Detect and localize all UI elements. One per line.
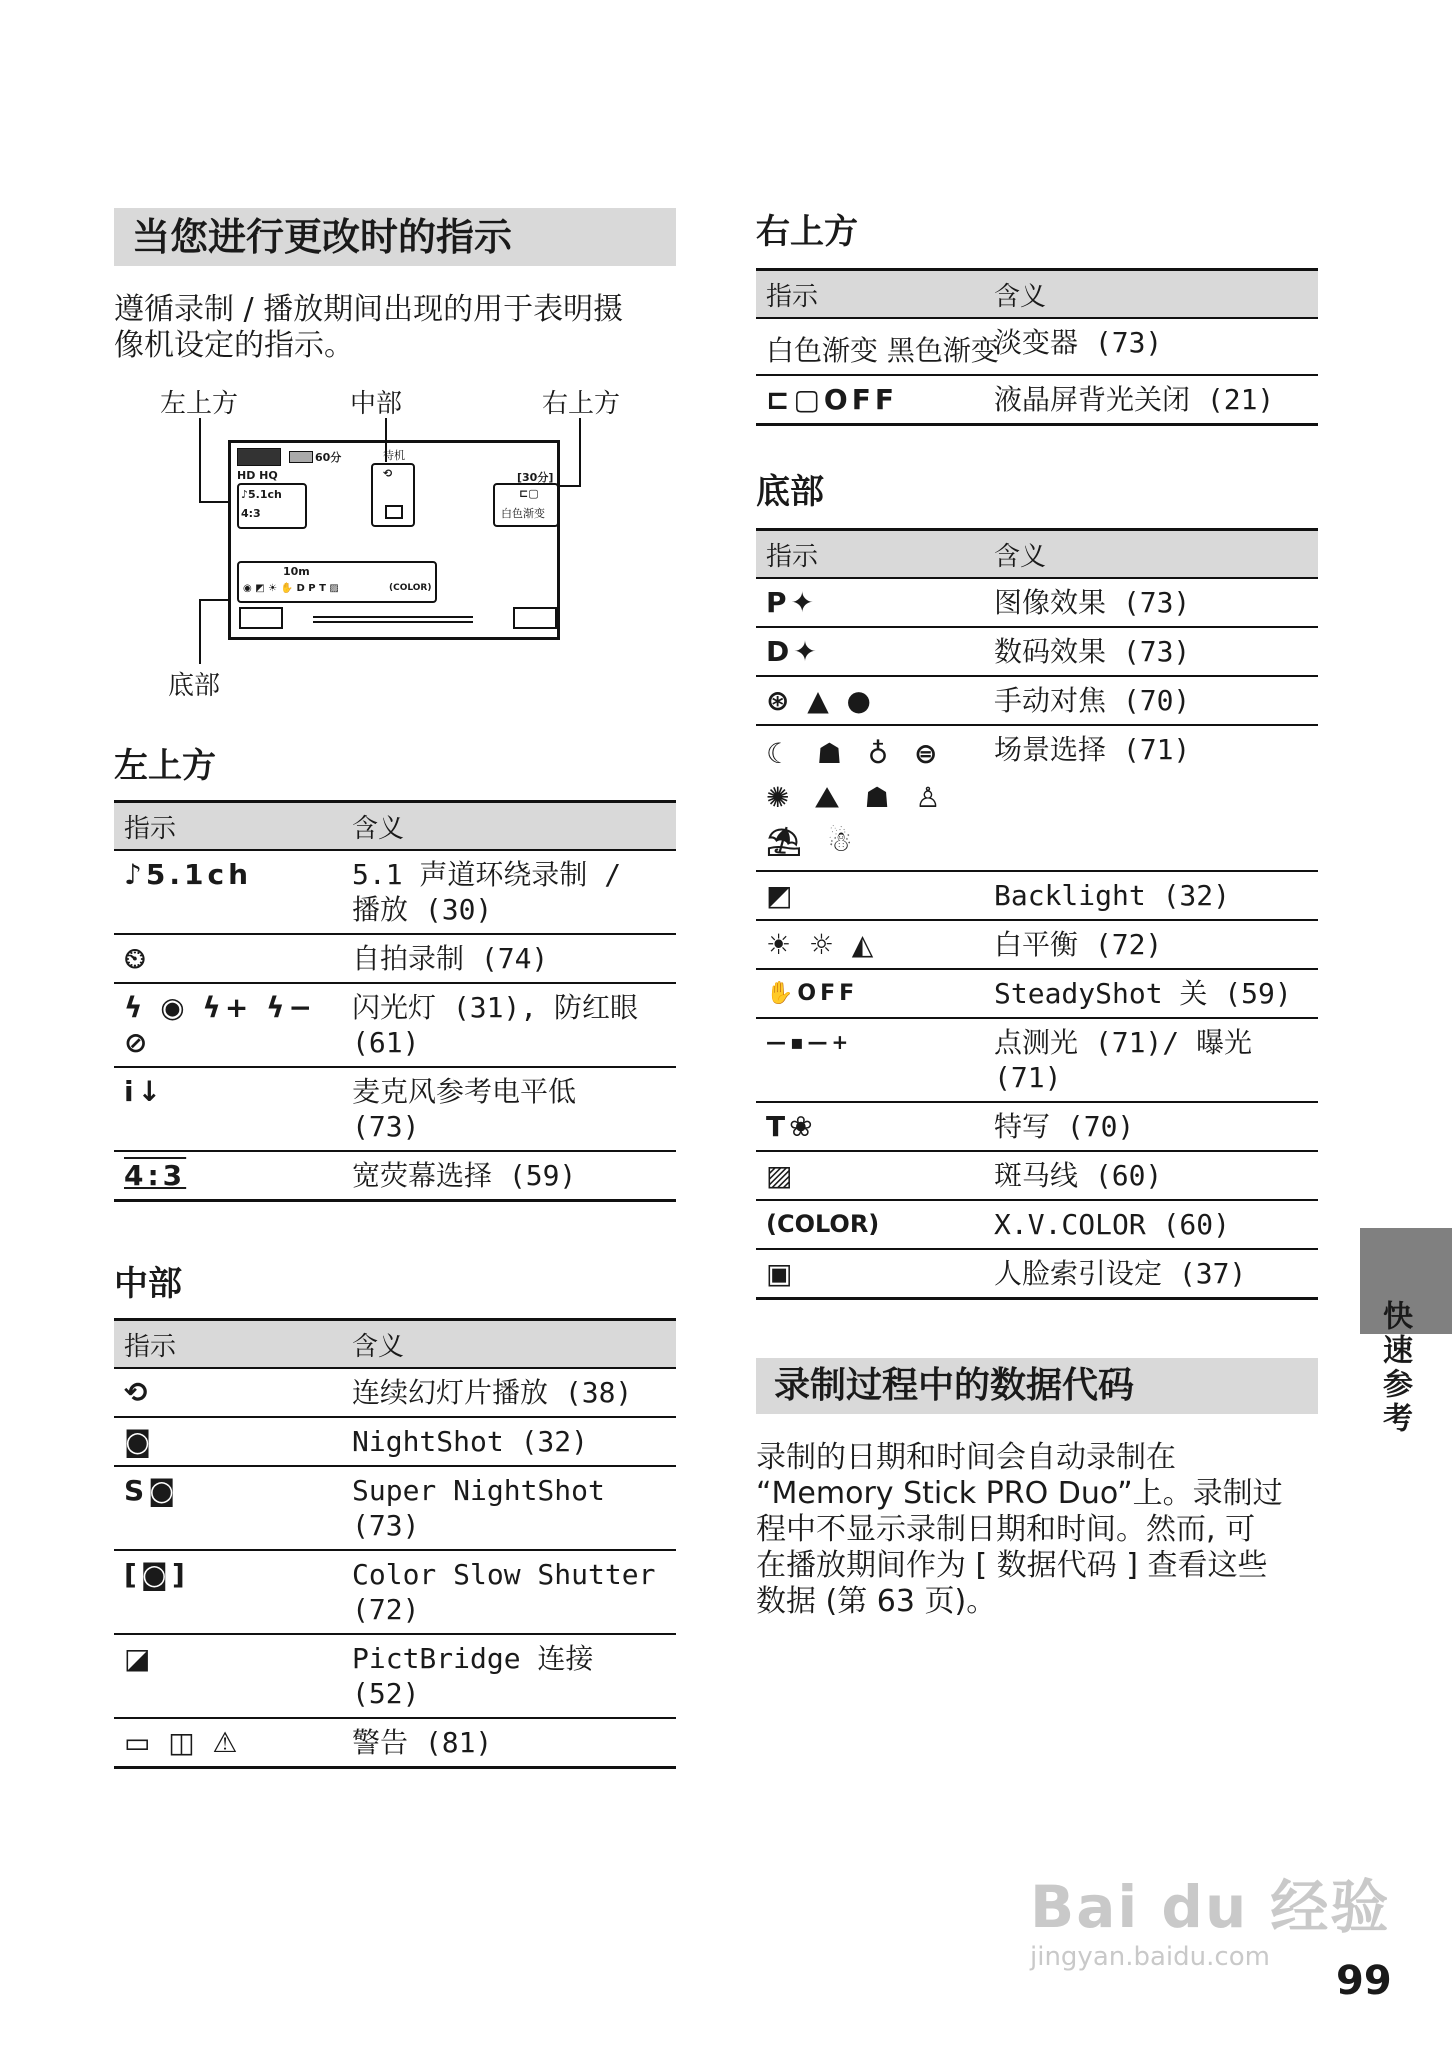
row-icon: ⏲ xyxy=(114,934,342,983)
row-icon: —▪—+ xyxy=(756,1018,984,1102)
col-header-meaning: 含义 xyxy=(984,530,1318,579)
options-button-icon xyxy=(513,607,557,629)
row-icon: ☾ ☗ ♁ ⊜ ✺ ⛰ ☗ ♙ ⛱ ☃ xyxy=(756,725,984,871)
row-icon: ⊏▢OFF xyxy=(756,375,984,425)
row-icon: ▨ xyxy=(756,1151,984,1200)
row-icon: ◩ xyxy=(756,871,984,920)
playback-button-icon xyxy=(239,607,283,629)
side-tab-label: 快速参考 xyxy=(1377,1300,1412,1436)
row-icon: P✦ xyxy=(756,578,984,627)
page-number: 99 xyxy=(1336,1958,1392,2004)
row-meaning: 5.1 声道环绕录制 / 播放 (30) xyxy=(342,850,676,934)
lcd-quality: HD HQ xyxy=(237,469,278,482)
data-code-text xyxy=(756,1440,1336,1620)
col-header-icon: 指示 xyxy=(114,1320,342,1369)
table-row xyxy=(756,1151,1318,1200)
row-meaning: 图像效果 (73) xyxy=(984,578,1318,627)
row-icon: ◪ xyxy=(114,1634,342,1718)
table-top-right xyxy=(756,268,1318,426)
row-icon: (COLOR) xyxy=(756,1200,984,1249)
row-meaning: 宽荧幕选择 (59) xyxy=(342,1151,676,1201)
lcd-color: (COLOR) xyxy=(389,583,432,593)
row-icon: ⟲ xyxy=(114,1368,342,1417)
table-row xyxy=(756,375,1318,425)
row-icon: T❀ xyxy=(756,1102,984,1151)
table-row xyxy=(756,1249,1318,1299)
label-top-right: 右上方 xyxy=(542,389,621,419)
lcd-bottom-icons: ◉ ◩ ☀ ✋ D P T ▨ xyxy=(243,583,339,594)
row-icon: [◙] xyxy=(114,1550,342,1634)
row-icon: i↓ xyxy=(114,1067,342,1151)
row-meaning: 手动对焦 (70) xyxy=(984,676,1318,725)
row-icon: ☀ ☼ ◭ xyxy=(756,920,984,969)
table-row xyxy=(114,934,676,983)
backlight-off-icon: ⊏▢ xyxy=(519,487,539,500)
data-code-line-2: “Memory Stick PRO Duo”上。录制过 xyxy=(756,1476,1283,1511)
watermark-url: jingyan.baidu.com xyxy=(1030,1942,1270,1972)
row-icon: ✋OFF xyxy=(756,969,984,1018)
table-row xyxy=(114,1466,676,1550)
table-row xyxy=(756,871,1318,920)
lcd-time: 10m xyxy=(283,565,310,578)
row-meaning: Color Slow Shutter (72) xyxy=(342,1550,676,1634)
table-row xyxy=(756,725,1318,871)
table-row xyxy=(756,676,1318,725)
lcd-middle-box xyxy=(371,463,415,527)
table-row xyxy=(756,920,1318,969)
row-meaning: 淡变器 (73) xyxy=(984,318,1318,375)
row-meaning: SteadyShot 关 (59) xyxy=(984,969,1318,1018)
intro-line-2: 像机设定的指示。 xyxy=(114,328,354,363)
row-icon: ⊛ ▲ ● xyxy=(756,676,984,725)
col-header-meaning: 含义 xyxy=(342,802,676,851)
lcd-screen xyxy=(228,440,560,640)
table-row xyxy=(114,1417,676,1466)
lcd-top-right-box xyxy=(493,483,559,527)
data-code-line-5: 数据 (第 63 页)。 xyxy=(756,1584,997,1619)
label-middle: 中部 xyxy=(350,389,403,419)
data-code-line-3: 程中不显示录制日期和时间。然而, 可 xyxy=(756,1512,1256,1547)
col-header-icon: 指示 xyxy=(114,802,342,851)
data-code-line-1: 录制的日期和时间会自动录制在 xyxy=(756,1440,1176,1475)
row-meaning: 液晶屏背光关闭 (21) xyxy=(984,375,1318,425)
intro-text xyxy=(114,292,714,364)
lcd-battery-time: 60分 xyxy=(315,451,342,464)
table-row xyxy=(114,1634,676,1718)
heading-top-right: 右上方 xyxy=(756,212,858,252)
watermark-logo: Bai du 经验 xyxy=(1030,1873,1391,1941)
lcd-bottom-box xyxy=(237,561,437,603)
row-meaning: 场景选择 (71) xyxy=(984,725,1318,871)
table-row xyxy=(756,1018,1318,1102)
row-meaning: 闪光灯 (31), 防红眼 (61) xyxy=(342,983,676,1067)
table-top-left xyxy=(114,800,676,1202)
table-row xyxy=(114,1151,676,1201)
battery-icon xyxy=(289,451,313,463)
lcd-top-left-box xyxy=(237,483,307,529)
row-meaning: Super NightShot (73) xyxy=(342,1466,676,1550)
table-row xyxy=(756,318,1318,375)
home-button-icon xyxy=(237,448,281,466)
label-top-left: 左上方 xyxy=(160,389,239,419)
row-icon: ♪5.1ch xyxy=(114,850,342,934)
slideshow-icon: ⟲ xyxy=(383,467,393,480)
table-row xyxy=(756,1200,1318,1249)
table-row xyxy=(756,969,1318,1018)
intro-line-1: 遵循录制 / 播放期间出现的用于表明摄 xyxy=(114,292,624,327)
row-icon: ϟ ◉ ϟ+ ϟ− ⊘ xyxy=(114,983,342,1067)
row-icon: ▣ xyxy=(756,1249,984,1299)
lcd-audio: ♪5.1ch xyxy=(241,488,282,501)
row-icon: ◙ xyxy=(114,1417,342,1466)
table-bottom xyxy=(756,528,1318,1300)
table-row xyxy=(114,1067,676,1151)
col-header-meaning: 含义 xyxy=(342,1320,676,1369)
heading-middle: 中部 xyxy=(114,1264,182,1304)
row-meaning: 自拍录制 (74) xyxy=(342,934,676,983)
table-row xyxy=(756,627,1318,676)
table-row xyxy=(114,1368,676,1417)
row-meaning: 连续幻灯片播放 (38) xyxy=(342,1368,676,1417)
row-icon: ▭ ◫ ⚠ xyxy=(114,1718,342,1768)
lcd-fader: 白色渐变 xyxy=(501,507,545,520)
table-row xyxy=(114,983,676,1067)
row-meaning: Backlight (32) xyxy=(984,871,1318,920)
table-row xyxy=(114,850,676,934)
row-meaning: 麦克风参考电平低 (73) xyxy=(342,1067,676,1151)
data-code-line-4: 在播放期间作为 [ 数据代码 ] 查看这些 xyxy=(756,1548,1268,1583)
table-row xyxy=(114,1550,676,1634)
data-code-title: 录制过程中的数据代码 xyxy=(756,1358,1318,1414)
lcd-remaining: [30分] xyxy=(517,471,554,484)
row-meaning: 斑马线 (60) xyxy=(984,1151,1318,1200)
row-meaning: 数码效果 (73) xyxy=(984,627,1318,676)
row-meaning: 警告 (81) xyxy=(342,1718,676,1768)
row-icon: S◙ xyxy=(114,1466,342,1550)
col-header-icon: 指示 xyxy=(756,530,984,579)
row-meaning: 点测光 (71)/ 曝光 (71) xyxy=(984,1018,1318,1102)
row-icon: D✦ xyxy=(756,627,984,676)
heading-top-left: 左上方 xyxy=(114,746,216,786)
row-meaning: PictBridge 连接 (52) xyxy=(342,1634,676,1718)
row-meaning: 白平衡 (72) xyxy=(984,920,1318,969)
col-header-meaning: 含义 xyxy=(984,270,1318,319)
row-meaning: X.V.COLOR (60) xyxy=(984,1200,1318,1249)
label-bottom: 底部 xyxy=(168,671,221,701)
row-icon: 4:3 xyxy=(114,1151,342,1201)
row-meaning: 特写 (70) xyxy=(984,1102,1318,1151)
row-icon: 白色渐变 黑色渐变 xyxy=(756,318,984,375)
lcd-aspect: 4:3 xyxy=(241,507,261,520)
table-row xyxy=(756,1102,1318,1151)
lcd-standby: 待机 xyxy=(383,449,405,462)
table-row xyxy=(756,578,1318,627)
row-meaning: 人脸索引设定 (37) xyxy=(984,1249,1318,1299)
col-header-icon: 指示 xyxy=(756,270,984,319)
nightshot-icon xyxy=(385,505,403,519)
row-meaning: NightShot (32) xyxy=(342,1417,676,1466)
section-title: 当您进行更改时的指示 xyxy=(114,208,676,266)
table-row xyxy=(114,1718,676,1768)
heading-bottom: 底部 xyxy=(756,472,824,512)
exposure-slider xyxy=(313,616,473,623)
table-middle xyxy=(114,1318,676,1769)
